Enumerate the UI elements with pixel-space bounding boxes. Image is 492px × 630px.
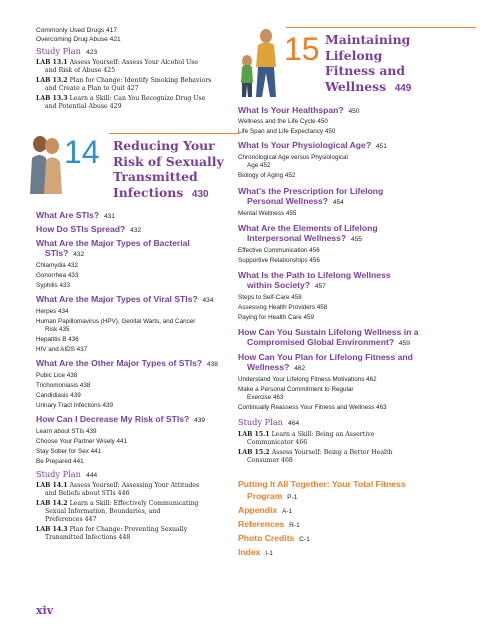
lab-entry-cont: Communicator 466: [247, 439, 308, 446]
toc-entry[interactable]: Human Papillomavirus (HPV), Genital Warts, and Cancer: [36, 318, 196, 325]
study-plan-14[interactable]: Study Plan 444: [36, 469, 98, 479]
toc-entry[interactable]: Chronological Age versus Physiological: [238, 154, 348, 161]
page-folio: xiv: [36, 604, 54, 617]
toc-entry[interactable]: Syphilis 433: [36, 282, 70, 289]
chapter-14-number: 14: [64, 134, 100, 170]
backmatter-appendix[interactable]: Appendix A-1: [238, 505, 293, 515]
lab-entry[interactable]: LAB 13.1 Assess Yourself: Assess Your Alcohol Use: [36, 59, 199, 66]
toc-entry[interactable]: Chlamydia 432: [36, 262, 79, 269]
toc-entry[interactable]: Choose Your Partner Wisely 441: [36, 438, 128, 445]
chapter-15-number: 15: [284, 31, 320, 67]
toc-heading-cont: Interpersonal Wellness? 455: [247, 233, 362, 243]
toc-heading[interactable]: What Are the Other Major Types of STIs? 438: [36, 358, 218, 368]
lab-entry[interactable]: LAB 13.2 Plan for Change: Identify Smoking Behaviors: [36, 77, 212, 84]
toc-heading[interactable]: What's the Prescription for Lifelong: [238, 186, 384, 196]
toc-heading[interactable]: What Are STIs? 431: [36, 210, 115, 220]
lab-entry[interactable]: LAB 14.2 Learn a Skill: Effectively Communicating: [36, 500, 199, 507]
toc-entry[interactable]: Be Prepared 441: [36, 458, 84, 465]
toc-entry[interactable]: Make a Personal Commitment to Regular: [238, 386, 354, 393]
toc-entry[interactable]: Mental Wellness 455: [238, 210, 297, 217]
toc-entry[interactable]: Assessing Health Providers 458: [238, 304, 328, 311]
toc-entry[interactable]: HIV and AIDS 437: [36, 346, 88, 353]
lab-entry[interactable]: LAB 14.1 Assess Yourself: Assessing Your Attitudes: [36, 482, 200, 489]
lab-entry-cont: Preferences 447: [45, 516, 97, 523]
toc-entry[interactable]: Learn about STIs 439: [36, 428, 97, 435]
toc-entry-cont: Exercise 463: [247, 394, 284, 401]
backmatter-references[interactable]: References R-1: [238, 519, 300, 529]
toc-entry[interactable]: Candidiasis 439: [36, 392, 81, 399]
toc-entry[interactable]: Paying for Health Care 459: [238, 314, 314, 321]
toc-entry[interactable]: Stay Sober for Sex 441: [36, 448, 102, 455]
toc-heading-cont: STIs? 432: [45, 248, 85, 258]
backmatter-total-fitness[interactable]: Putting It All Together: Your Total Fitness: [238, 479, 406, 489]
study-plan-13[interactable]: Study Plan 423: [36, 46, 98, 56]
lab-entry-cont: and Risk of Abuse 425: [45, 67, 116, 74]
toc-entry[interactable]: Biology of Aging 452: [238, 172, 296, 179]
lab-entry[interactable]: LAB 14.3 Plan for Change: Preventing Sexually: [36, 526, 188, 533]
toc-entry[interactable]: Trichomoniasis 438: [36, 382, 91, 389]
toc-entry[interactable]: Commonly Used Drugs 417: [36, 27, 117, 34]
toc-heading[interactable]: What Are the Elements of Lifelong: [238, 223, 378, 233]
toc-heading[interactable]: How Can You Plan for Lifelong Fitness and: [238, 352, 413, 362]
toc-heading[interactable]: What Is Your Healthspan? 450: [238, 105, 360, 115]
toc-entry[interactable]: Herpes 434: [36, 308, 69, 315]
chapter-14-title[interactable]: Reducing Your Risk of Sexually Transmitted Infections 430: [113, 138, 224, 200]
toc-entry[interactable]: Understand Your Lifelong Fitness Motivations 462: [238, 376, 377, 383]
lab-entry[interactable]: LAB 15.1 Learn a Skill: Being an Assertive: [238, 431, 375, 438]
toc-entry[interactable]: Wellness and the Life Cycle 450: [238, 118, 328, 125]
toc-entry-cont: Risk 435: [45, 326, 70, 333]
toc-heading-cont: Compromised Global Environment? 459: [247, 337, 410, 347]
toc-heading[interactable]: How Can I Decrease My Risk of STIs? 439: [36, 414, 206, 424]
toc-entry[interactable]: Pubic Lice 438: [36, 372, 78, 379]
toc-entry[interactable]: Urinary Tract Infections 439: [36, 402, 113, 409]
toc-heading-cont: within Society? 457: [247, 280, 326, 290]
backmatter-total-fitness-cont: Program P-1: [247, 491, 298, 501]
chapter-15-rule: [286, 27, 476, 28]
toc-heading[interactable]: What Are the Major Types of Viral STIs? 434: [36, 294, 214, 304]
toc-heading[interactable]: How Can You Sustain Lifelong Wellness in a: [238, 327, 419, 337]
study-plan-15[interactable]: Study Plan 464: [238, 417, 300, 427]
lab-entry-cont: and Potential Abuse 429: [45, 103, 122, 110]
toc-entry[interactable]: Gonorrhea 433: [36, 272, 79, 279]
lab-entry-cont: and Beliefs about STIs 446: [45, 490, 130, 497]
toc-entry[interactable]: Life Span and Life Expectancy 450: [238, 128, 336, 135]
toc-entry[interactable]: Overcoming Drug Abuse 421: [36, 36, 121, 43]
lab-entry-cont: and Create a Plan to Quit 427: [45, 85, 139, 92]
toc-heading[interactable]: What Are the Major Types of Bacterial: [36, 238, 190, 248]
lab-entry[interactable]: LAB 15.2 Assess Yourself: Being a Better Health: [238, 449, 393, 456]
backmatter-photo-credits[interactable]: Photo Credits C-1: [238, 533, 310, 543]
toc-entry[interactable]: Hepatitis B 436: [36, 336, 79, 343]
toc-heading[interactable]: What Is the Path to Lifelong Wellness: [238, 270, 391, 280]
toc-heading[interactable]: How Do STIs Spread? 432: [36, 224, 142, 234]
toc-entry[interactable]: Supportive Relationships 456: [238, 257, 320, 264]
toc-heading[interactable]: What Is Your Physiological Age? 451: [238, 140, 387, 150]
chapter-14-rule: [109, 133, 239, 134]
couple-photo: [28, 132, 64, 194]
lab-entry[interactable]: LAB 13.3 Learn a Skill: Can You Recognize Drug Use: [36, 95, 206, 102]
toc-entry[interactable]: Continually Reassess Your Fitness and Wellness 463: [238, 404, 387, 411]
lab-entry-cont: Sexual Information, Boundaries, and: [45, 508, 161, 515]
toc-entry[interactable]: Steps to Self-Care 458: [238, 294, 302, 301]
lab-entry-cont: Consumer 468: [247, 457, 293, 464]
chapter-15-title[interactable]: Maintaining Lifelong Fitness and Wellness 449: [325, 32, 412, 94]
toc-entry[interactable]: Effective Communication 456: [238, 247, 320, 254]
backmatter-index[interactable]: Index I-1: [238, 547, 273, 557]
toc-heading-cont: Wellness? 462: [247, 362, 306, 372]
lab-entry-cont: Transmitted Infections 448: [45, 534, 131, 541]
toc-heading-cont: Personal Wellness? 454: [247, 196, 344, 206]
toc-entry-cont: Age 452: [247, 162, 271, 169]
grandparent-child-photo: [236, 27, 284, 99]
